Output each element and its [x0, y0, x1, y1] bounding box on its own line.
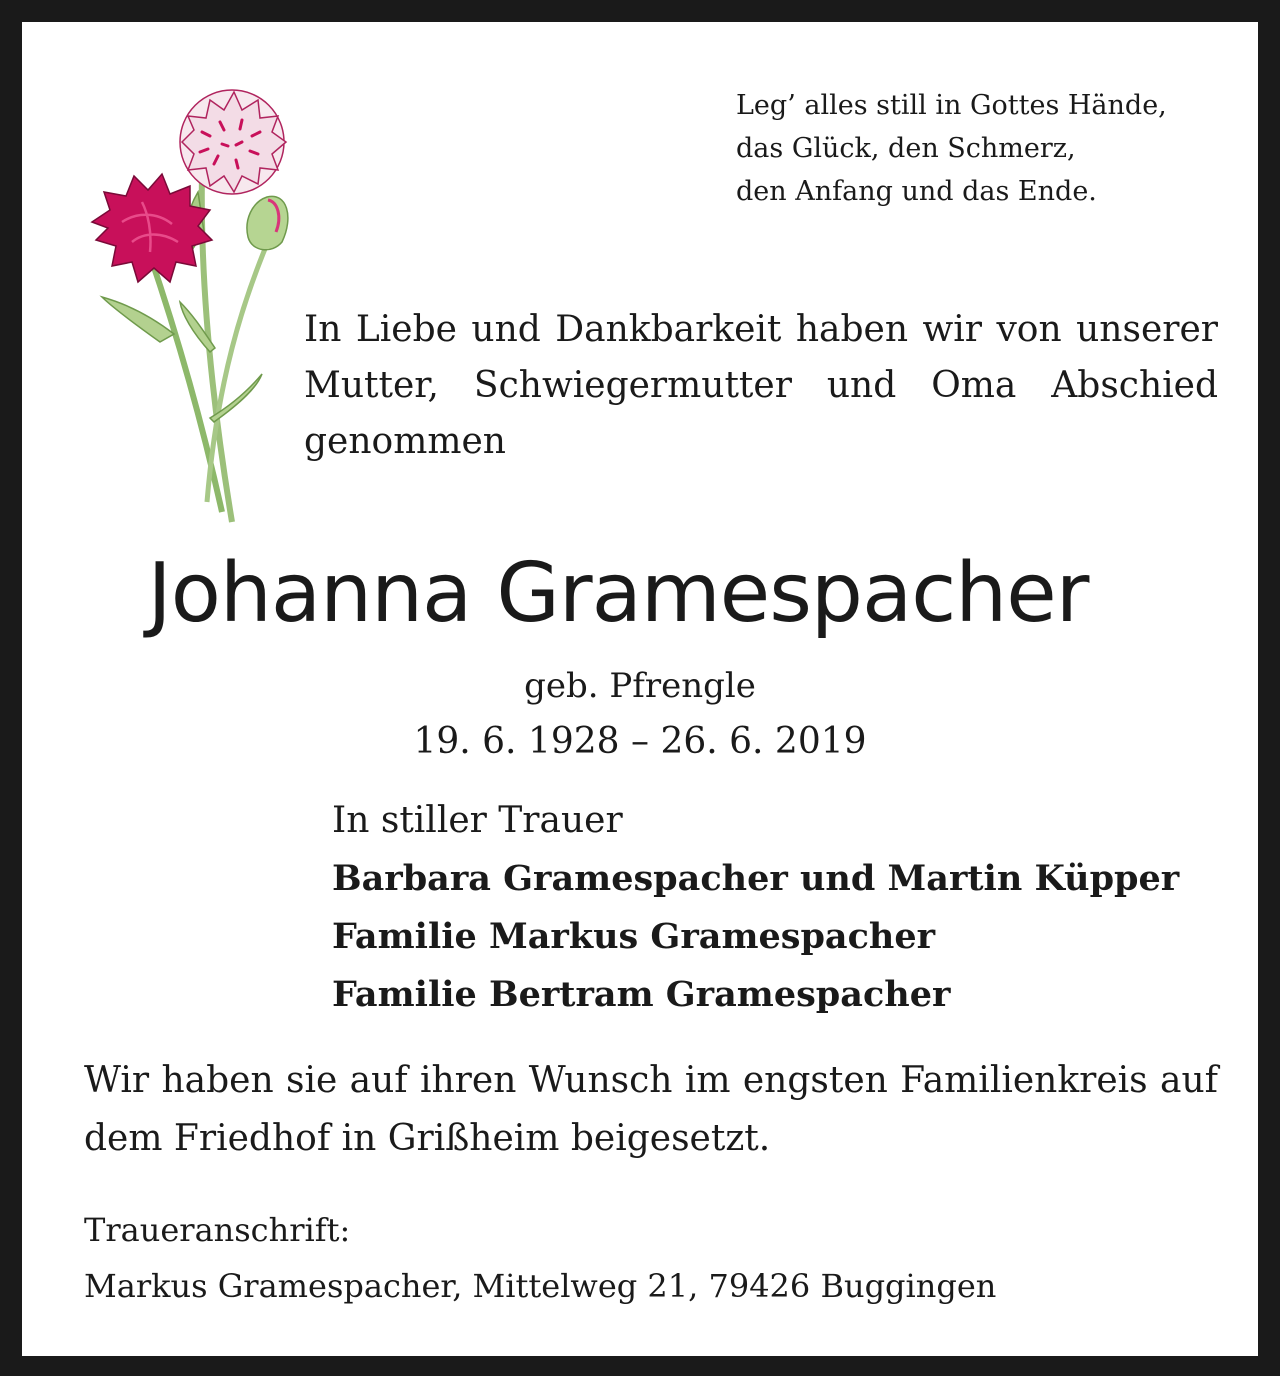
mourning-address: [84, 1202, 996, 1314]
mourners-heading: In stiller Trauer: [332, 800, 623, 841]
burial-note: Wir haben sie auf ihren Wunsch im engsten Familienkreis auf dem Friedhof in Grißheim beigesetzt.: [84, 1060, 1218, 1159]
poem-line: das Glück, den Schmerz,: [736, 133, 1076, 164]
mourner-name: Barbara Gramespacher und Martin Küpper: [332, 858, 1180, 899]
mourner-name: Familie Markus Gramespacher: [332, 916, 936, 957]
obituary-card: [22, 22, 1258, 1356]
address-label: Traueranschrift:: [84, 1211, 351, 1249]
mourner-name: Familie Bertram Gramespacher: [332, 974, 951, 1015]
poem-line: Leg’ alles still in Gottes Hände,: [736, 90, 1167, 121]
poem-verse: [736, 84, 1236, 213]
intro-text: In Liebe und Dankbarkeit haben wir von unserer Mutter, Schwiegermutter und Oma Abschied genommen: [304, 309, 1218, 462]
carnation-bouquet-icon: [82, 82, 312, 542]
poem-line: den Anfang und das Ende.: [736, 176, 1097, 207]
life-dates: 19. 6. 1928 – 26. 6. 2019: [413, 721, 867, 762]
maiden-name: geb. Pfrengle: [524, 666, 756, 706]
mourners-block: [332, 792, 1179, 1024]
address-line: Markus Gramespacher, Mittelweg 21, 79426 Buggingen: [84, 1267, 997, 1305]
deceased-name: Johanna Gramespacher: [147, 546, 1089, 641]
